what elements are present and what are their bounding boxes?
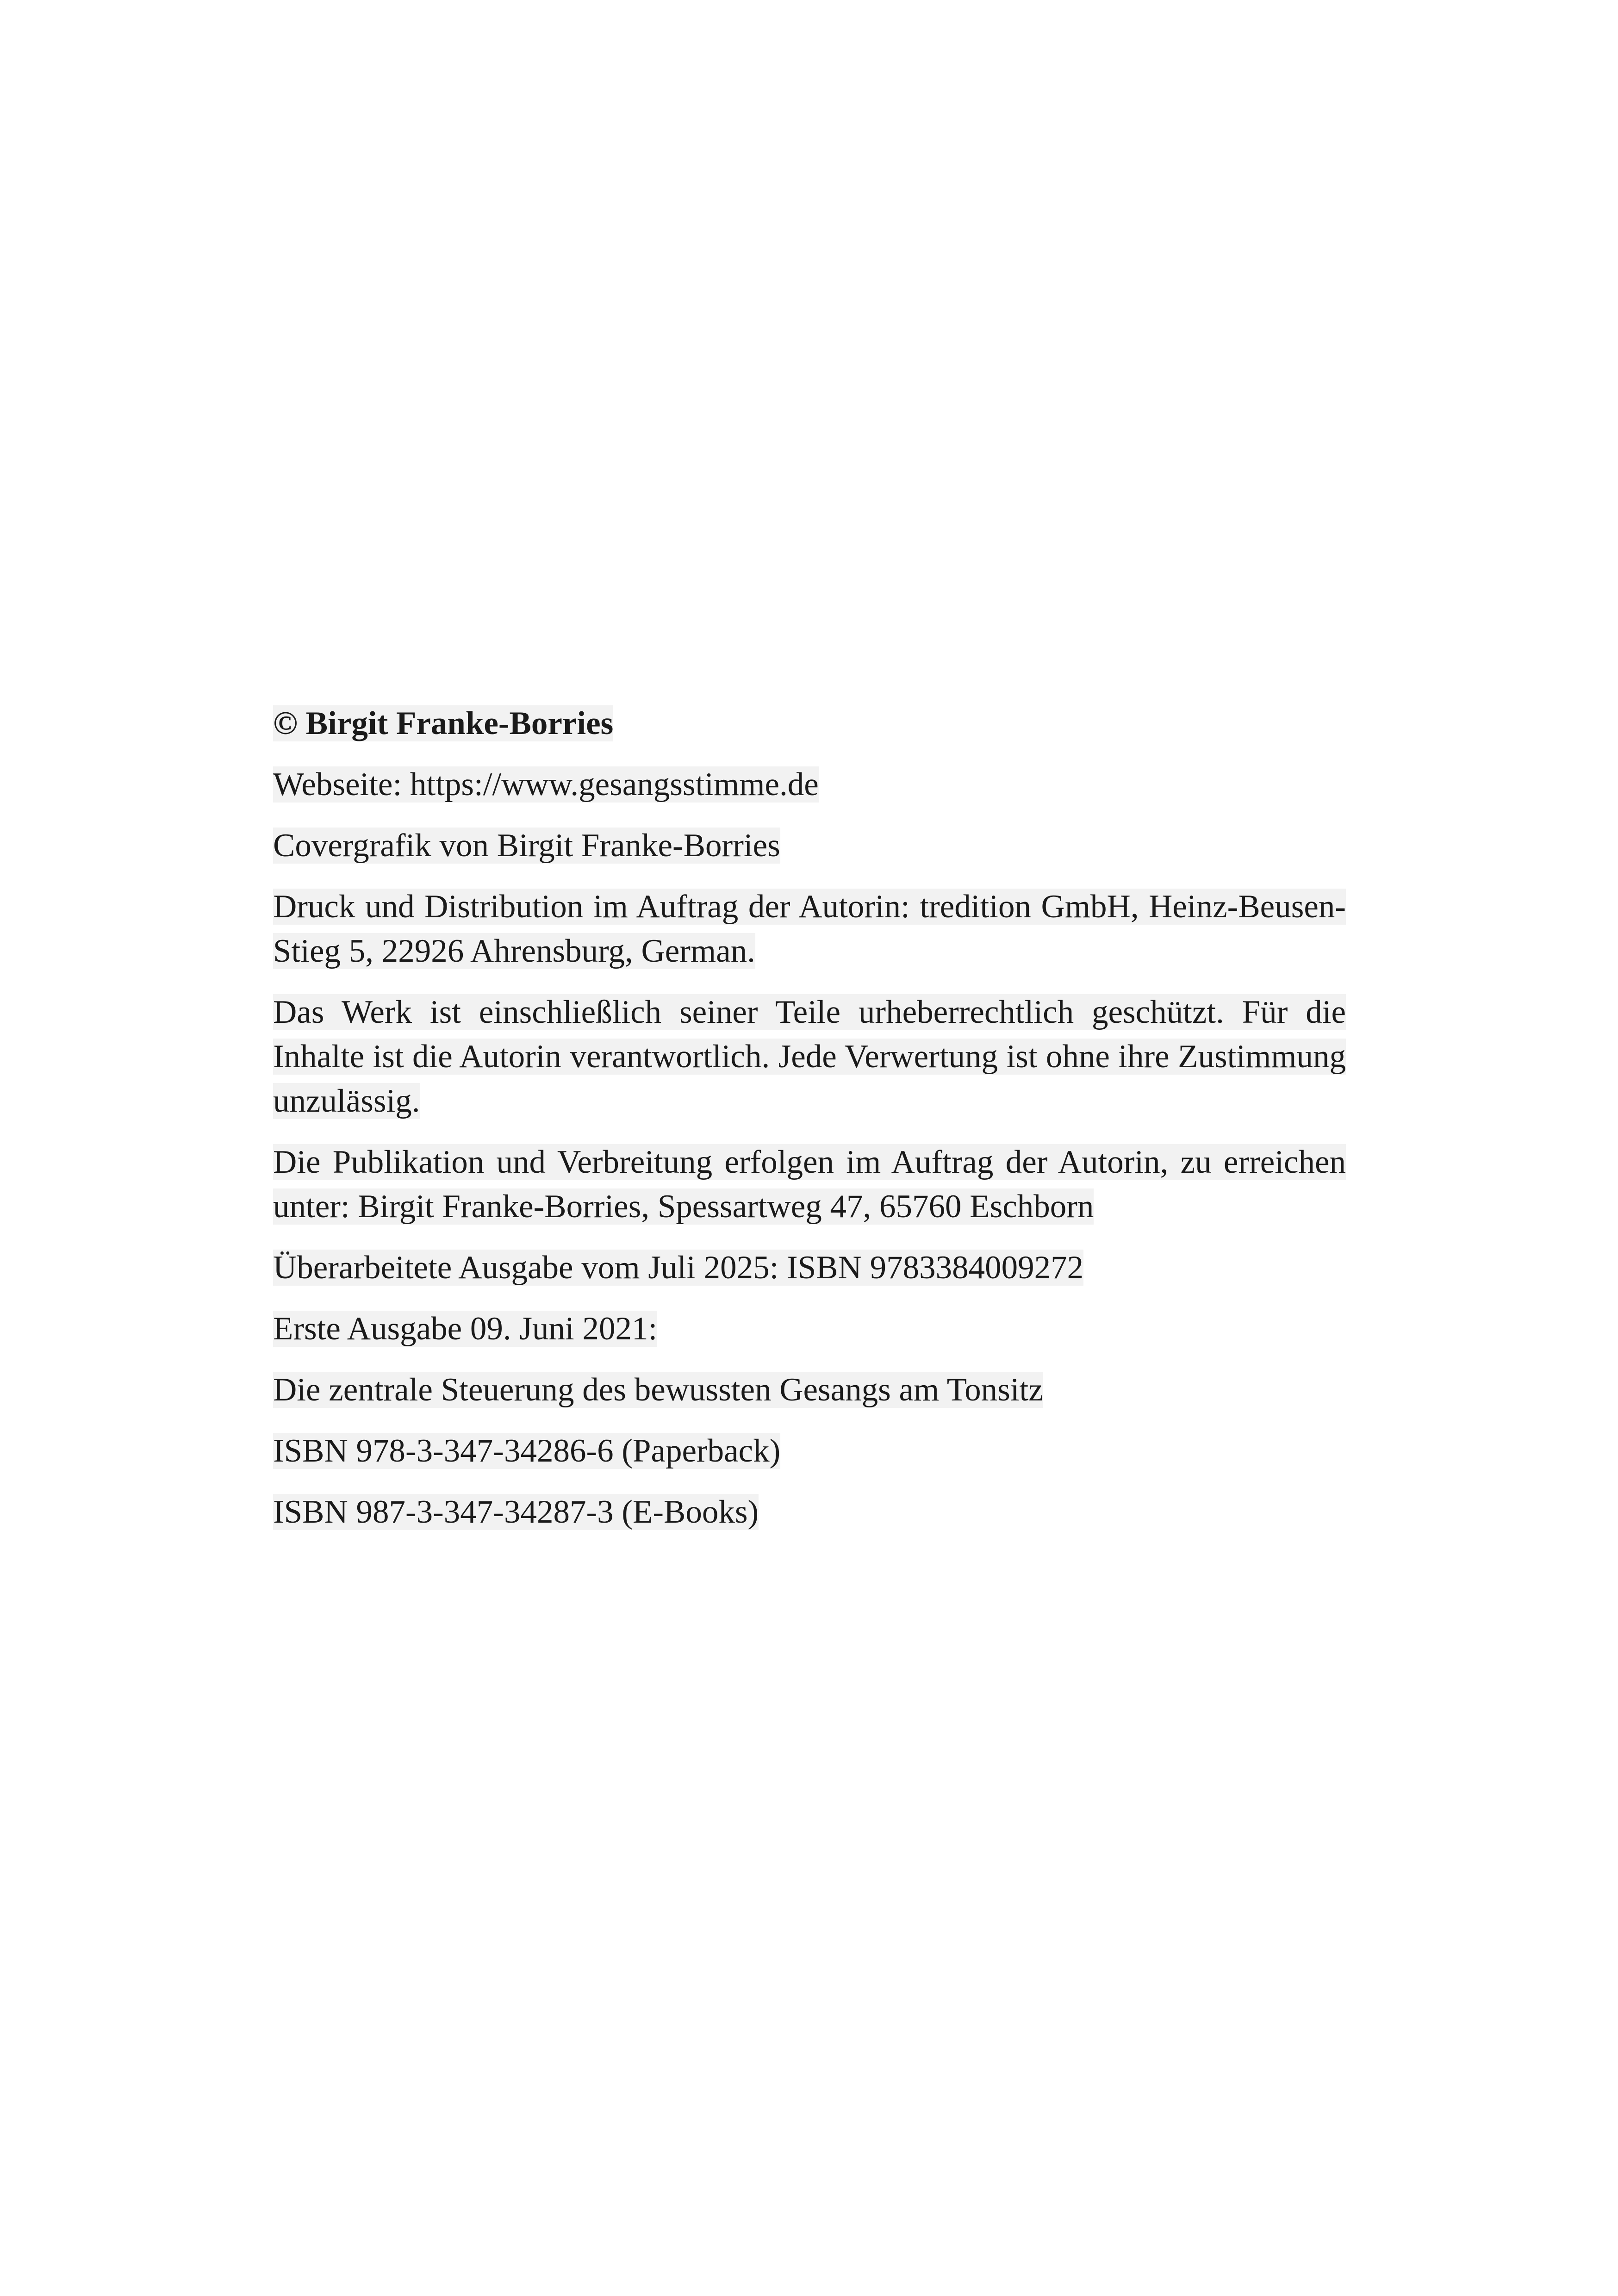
- revised-edition-line: [273, 1245, 1346, 1290]
- isbn-ebook-line: [273, 1490, 1346, 1534]
- print-distribution-text: Druck und Distribution im Auftrag der Autorin: tredition GmbH, Heinz-Beusen-Stieg 5, 22926 Ahrensburg, German.: [273, 889, 1346, 969]
- first-edition-title-line: [273, 1368, 1346, 1412]
- publication-text: Die Publikation und Verbreitung erfolgen im Auftrag der Autorin, zu erreichen unter: Birgit Franke-Borries, Spessartweg 47, 65760 Eschborn: [273, 1144, 1346, 1225]
- first-edition-text: Erste Ausgabe 09. Juni 2021:: [273, 1311, 658, 1347]
- first-edition-line: [273, 1307, 1346, 1351]
- copyright-line: [273, 701, 1346, 746]
- rights-text: Das Werk ist einschließlich seiner Teile urheberrechtlich geschützt. Für die Inhalte ist die Autorin verantwortlich. Jede Verwertung ist ohne ihre Zustimmung unzulässig.: [273, 994, 1346, 1119]
- isbn-paperback-line: [273, 1429, 1346, 1473]
- copyright-text: © Birgit Franke-Borries: [273, 705, 614, 741]
- cover-credit-line: [273, 823, 1346, 868]
- website-line: [273, 762, 1346, 807]
- rights-paragraph: [273, 990, 1346, 1123]
- imprint-block: [273, 701, 1346, 1551]
- first-edition-title-text: Die zentrale Steuerung des bewussten Gesangs am Tonsitz: [273, 1372, 1043, 1408]
- isbn-paperback-text: ISBN 978-3-347-34286-6 (Paperback): [273, 1433, 781, 1469]
- isbn-ebook-text: ISBN 987-3-347-34287-3 (E-Books): [273, 1494, 759, 1530]
- cover-credit-text: Covergrafik von Birgit Franke-Borries: [273, 828, 780, 864]
- revised-edition-text: Überarbeitete Ausgabe vom Juli 2025: ISBN 9783384009272: [273, 1250, 1084, 1286]
- publication-paragraph: [273, 1140, 1346, 1229]
- website-text: Webseite: https://www.gesangsstimme.de: [273, 766, 819, 803]
- print-distribution-paragraph: [273, 884, 1346, 973]
